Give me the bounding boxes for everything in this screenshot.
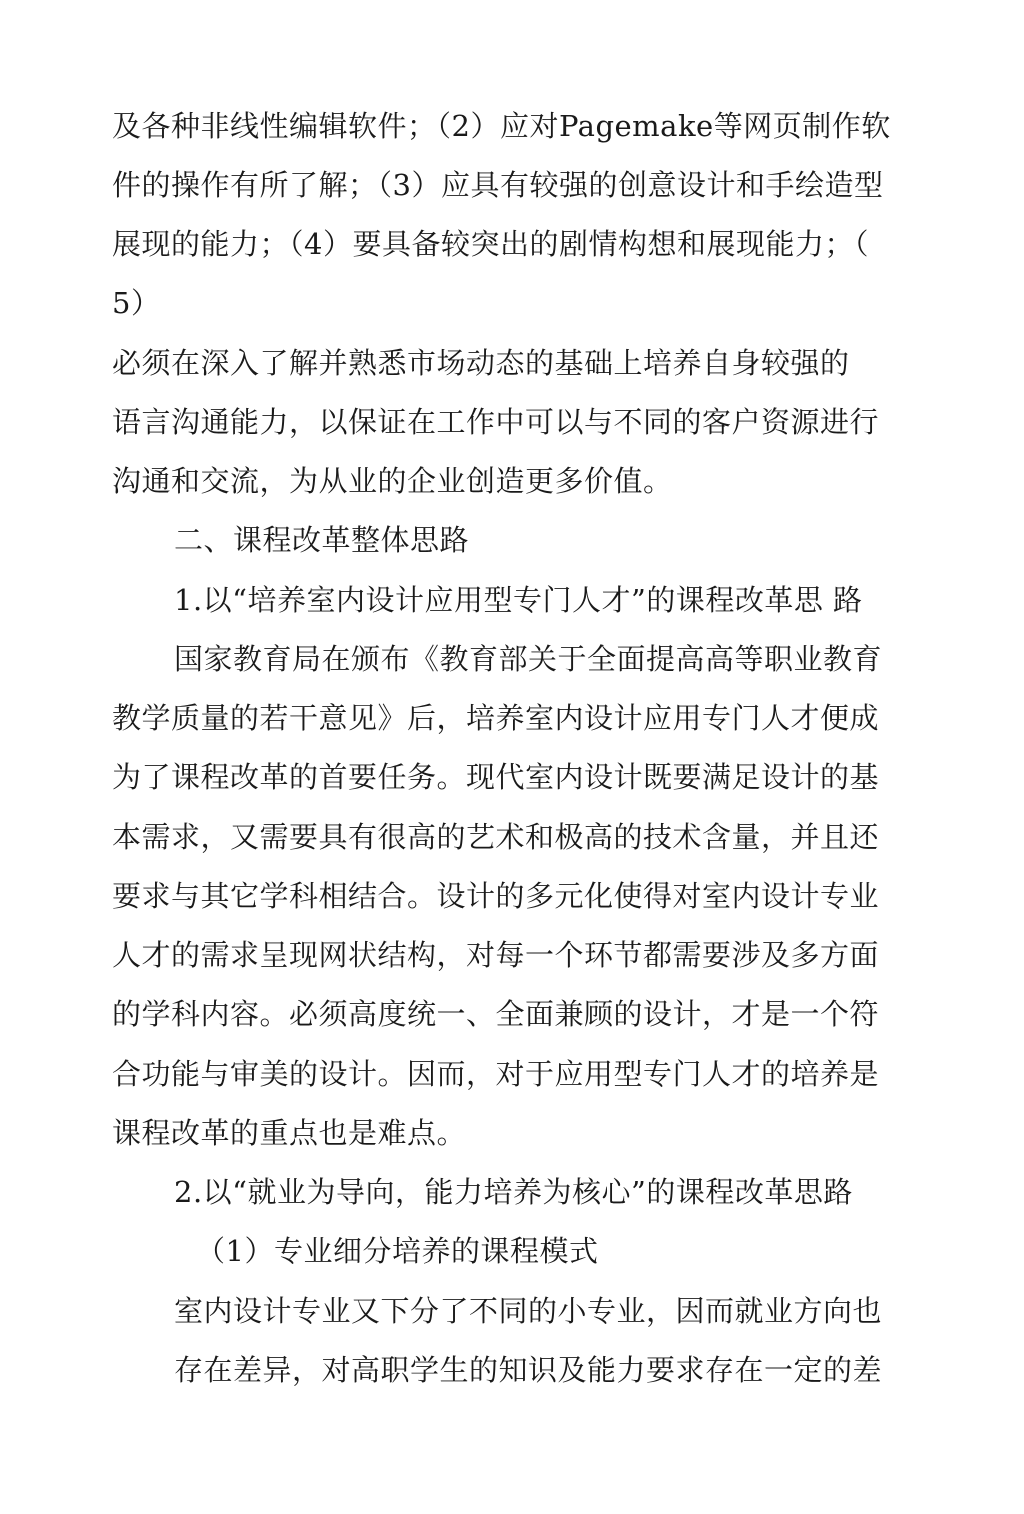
text-line: 教学质量的若干意见》后，培养室内设计应用专门人才便成 (112, 701, 880, 735)
section-heading: 二、课程改革整体思路 (174, 523, 470, 557)
subsection-heading: 2.以“就业为导向，能力培养为核心”的课程改革思路 (174, 1175, 853, 1209)
text-line: 合功能与审美的设计。因而，对于应用型专门人才的培养是 (112, 1057, 880, 1091)
text-line: 为了课程改革的首要任务。现代室内设计既要满足设计的基 (112, 760, 880, 794)
text-line: 存在差异，对高职学生的知识及能力要求存在一定的差 (174, 1353, 883, 1387)
text-line: 沟通和交流，为从业的企业创造更多价值。 (112, 464, 673, 498)
text-line: 展现的能力；（4）要具备较突出的剧情构想和展现能力；（ (112, 227, 869, 261)
text-line: 本需求，又需要具有很高的艺术和极高的技术含量，并且还 (112, 820, 880, 854)
text-line: 件的操作有所了解；（3）应具有较强的创意设计和手绘造型 (112, 168, 884, 202)
text-line: 的学科内容。必须高度统一、全面兼顾的设计，才是一个符 (112, 997, 880, 1031)
text-line: 要求与其它学科相结合。设计的多元化使得对室内设计专业 (112, 879, 880, 913)
text-line: 课程改革的重点也是难点。 (112, 1116, 467, 1150)
text-line: 及各种非线性编辑软件；（2）应对Pagemake等网页制作软 (112, 109, 891, 143)
text-line: 语言沟通能力，以保证在工作中可以与不同的客户资源进行 (112, 405, 880, 439)
text-line: 必须在深入了解并熟悉市场动态的基础上培养自身较强的 (112, 346, 850, 380)
text-line: 国家教育局在颁布《教育部关于全面提高高等职业教育 (174, 642, 883, 676)
subsection-heading: 1.以“培养室内设计应用型专门人才”的课程改革思 路 (174, 583, 863, 617)
text-line: 5） (112, 286, 161, 320)
subsection-heading: （1）专业细分培养的课程模式 (196, 1234, 599, 1268)
text-line: 人才的需求呈现网状结构，对每一个环节都需要涉及多方面 (112, 938, 880, 972)
text-line: 室内设计专业又下分了不同的小专业，因而就业方向也 (174, 1294, 883, 1328)
